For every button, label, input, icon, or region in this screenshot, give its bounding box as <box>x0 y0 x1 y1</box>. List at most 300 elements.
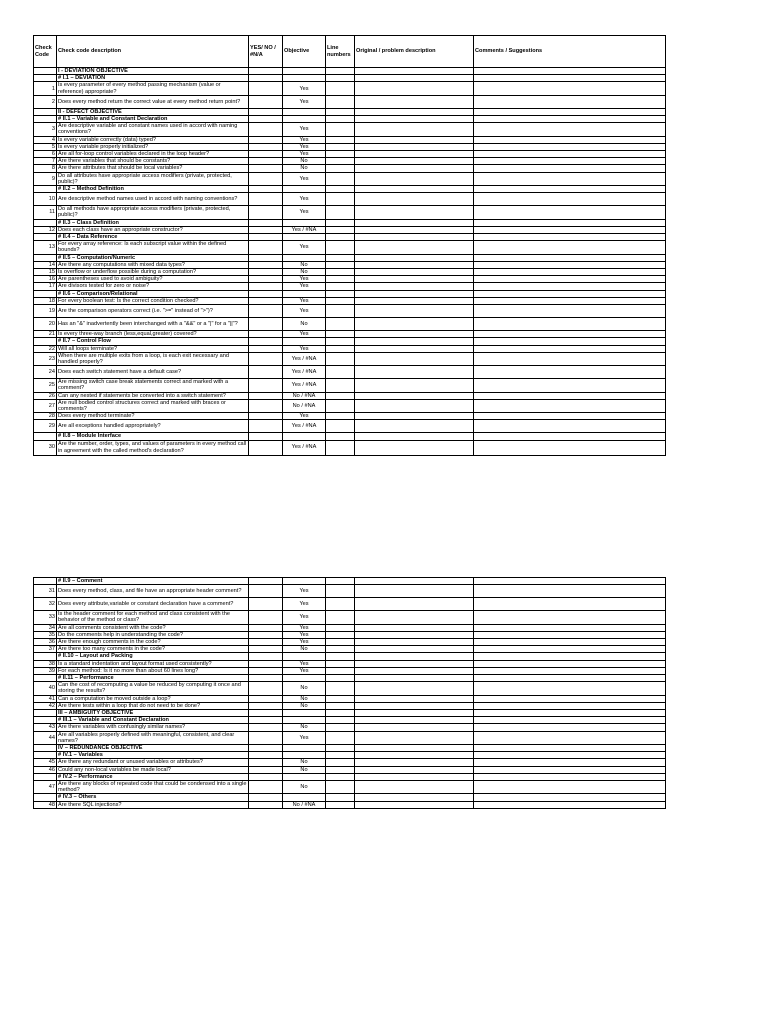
check-code: 32 <box>34 598 57 611</box>
check-code: 17 <box>34 283 57 290</box>
original-description-cell <box>355 646 474 653</box>
line-numbers-cell <box>326 95 355 108</box>
yes-no-cell <box>249 801 283 808</box>
original-description-cell <box>355 261 474 268</box>
checklist-row <box>34 305 666 318</box>
checklist-row <box>34 759 666 766</box>
yes-no-cell <box>249 75 283 82</box>
line-numbers-cell <box>326 345 355 352</box>
check-code: 20 <box>34 318 57 331</box>
yes-no-cell <box>249 352 283 365</box>
line-numbers-cell <box>326 75 355 82</box>
yes-no-cell <box>249 318 283 331</box>
original-description-cell <box>355 331 474 338</box>
checklist-row <box>34 366 666 379</box>
section-heading: # II.8 – Module Interface <box>57 433 249 440</box>
checklist-row <box>34 682 666 695</box>
objective-answer: Yes <box>283 172 326 185</box>
section-heading-row <box>34 290 666 297</box>
check-code: 3 <box>34 123 57 136</box>
checklist-row <box>34 165 666 172</box>
comments-cell <box>474 165 666 172</box>
section-heading: I - DEVIATION OBJECTIVE <box>57 68 249 75</box>
original-description-cell <box>355 352 474 365</box>
line-numbers-cell <box>326 702 355 709</box>
section-heading: # II.2 – Method Definition <box>57 186 249 193</box>
checklist-row <box>34 276 666 283</box>
check-code: 30 <box>34 440 57 455</box>
yes-no-cell <box>249 646 283 653</box>
check-code: 6 <box>34 151 57 158</box>
objective-answer: Yes <box>283 731 326 744</box>
comments-cell <box>474 702 666 709</box>
comments-cell <box>474 283 666 290</box>
section-heading-row <box>34 578 666 585</box>
line-numbers-cell <box>326 801 355 808</box>
checklist-row <box>34 639 666 646</box>
yes-no-cell <box>249 297 283 304</box>
objective-cell <box>283 254 326 261</box>
comments-cell <box>474 95 666 108</box>
checklist-row <box>34 241 666 254</box>
check-description: Are there too many comments in the code? <box>57 646 249 653</box>
original-description-cell <box>355 682 474 695</box>
checklist-row <box>34 420 666 433</box>
original-description-cell <box>355 399 474 412</box>
section-heading-row <box>34 116 666 123</box>
original-description-cell <box>355 724 474 731</box>
check-code: 48 <box>34 801 57 808</box>
check-code-cell <box>34 186 57 193</box>
comments-cell <box>474 695 666 702</box>
section-heading-row <box>34 710 666 717</box>
comments-cell <box>474 151 666 158</box>
checklist-row <box>34 801 666 808</box>
section-heading: IV – REDUNDANCE OBJECTIVE <box>57 745 249 752</box>
line-numbers-cell <box>326 675 355 682</box>
section-heading: III – AMBIGUITY OBJECTIVE <box>57 710 249 717</box>
yes-no-cell <box>249 345 283 352</box>
objective-answer: Yes <box>283 631 326 638</box>
check-description: Does every method, class, and file have an appropriate header comment? <box>57 585 249 598</box>
check-description: Are all exceptions handled appropriately? <box>57 420 249 433</box>
objective-answer: Yes <box>283 331 326 338</box>
comments-cell <box>474 186 666 193</box>
section-heading-row <box>34 675 666 682</box>
comments-cell <box>474 193 666 206</box>
yes-no-cell <box>249 653 283 660</box>
check-description: Are descriptive method names used in accord with naming conventions? <box>57 193 249 206</box>
line-numbers-cell <box>326 695 355 702</box>
check-code-cell <box>34 108 57 115</box>
check-code: 18 <box>34 297 57 304</box>
yes-no-cell <box>249 724 283 731</box>
checklist-row <box>34 660 666 667</box>
check-code-cell <box>34 578 57 585</box>
check-code: 10 <box>34 193 57 206</box>
comments-cell <box>474 226 666 233</box>
original-description-cell <box>355 290 474 297</box>
original-description-cell <box>355 82 474 95</box>
comments-cell <box>474 660 666 667</box>
original-description-cell <box>355 695 474 702</box>
yes-no-cell <box>249 143 283 150</box>
line-numbers-cell <box>326 283 355 290</box>
line-numbers-cell <box>326 766 355 773</box>
line-numbers-cell <box>326 759 355 766</box>
check-code: 24 <box>34 366 57 379</box>
line-numbers-cell <box>326 717 355 724</box>
line-numbers-cell <box>326 366 355 379</box>
objective-answer: No / #NA <box>283 392 326 399</box>
comments-cell <box>474 578 666 585</box>
yes-no-cell <box>249 241 283 254</box>
check-description: Are there any redundant or unused variables or attributes? <box>57 759 249 766</box>
check-description: Is every variable properly initialized? <box>57 143 249 150</box>
check-code: 19 <box>34 305 57 318</box>
section-heading-row <box>34 234 666 241</box>
objective-answer: Yes <box>283 660 326 667</box>
objective-answer: No <box>283 702 326 709</box>
check-code: 41 <box>34 695 57 702</box>
check-description: Are there tests within a loop that do not need to be done? <box>57 702 249 709</box>
comments-cell <box>474 724 666 731</box>
objective-answer: No <box>283 318 326 331</box>
objective-answer: Yes / #NA <box>283 379 326 392</box>
objective-cell <box>283 578 326 585</box>
section-heading-row <box>34 186 666 193</box>
checklist-row <box>34 297 666 304</box>
objective-answer: Yes <box>283 585 326 598</box>
comments-cell <box>474 639 666 646</box>
yes-no-cell <box>249 682 283 695</box>
original-description-cell <box>355 158 474 165</box>
comments-cell <box>474 206 666 219</box>
line-numbers-cell <box>326 206 355 219</box>
yes-no-cell <box>249 717 283 724</box>
section-heading-row <box>34 108 666 115</box>
objective-cell <box>283 710 326 717</box>
objective-cell <box>283 290 326 297</box>
section-heading: # II.11 – Performance <box>57 675 249 682</box>
yes-no-cell <box>249 420 283 433</box>
objective-cell <box>283 75 326 82</box>
check-code: 15 <box>34 269 57 276</box>
yes-no-cell <box>249 206 283 219</box>
line-numbers-cell <box>326 68 355 75</box>
section-heading-row <box>34 68 666 75</box>
yes-no-cell <box>249 254 283 261</box>
checklist-body-page-1 <box>34 68 666 456</box>
line-numbers-cell <box>326 399 355 412</box>
header-description: Check code description <box>57 36 249 68</box>
comments-cell <box>474 646 666 653</box>
section-heading-row <box>34 773 666 780</box>
objective-answer: Yes <box>283 413 326 420</box>
comments-cell <box>474 366 666 379</box>
check-description: Are there variables with confusingly similar names? <box>57 724 249 731</box>
objective-answer: Yes <box>283 143 326 150</box>
check-code: 5 <box>34 143 57 150</box>
comments-cell <box>474 440 666 455</box>
yes-no-cell <box>249 261 283 268</box>
line-numbers-cell <box>326 631 355 638</box>
yes-no-cell <box>249 766 283 773</box>
objective-cell <box>283 186 326 193</box>
original-description-cell <box>355 440 474 455</box>
check-description: Does each switch statement have a default case? <box>57 366 249 379</box>
checklist-row <box>34 136 666 143</box>
original-description-cell <box>355 234 474 241</box>
original-description-cell <box>355 143 474 150</box>
section-heading: # II.1 – Variable and Constant Declaration <box>57 116 249 123</box>
checklist-row <box>34 158 666 165</box>
check-code: 33 <box>34 611 57 624</box>
check-code: 27 <box>34 399 57 412</box>
section-heading: # II.5 – Computation/Numeric <box>57 254 249 261</box>
original-description-cell <box>355 366 474 379</box>
comments-cell <box>474 731 666 744</box>
comments-cell <box>474 261 666 268</box>
comments-cell <box>474 276 666 283</box>
line-numbers-cell <box>326 82 355 95</box>
checklist-row <box>34 392 666 399</box>
check-description: Does every method return the correct value at every method return point? <box>57 95 249 108</box>
comments-cell <box>474 413 666 420</box>
line-numbers-cell <box>326 660 355 667</box>
objective-cell <box>283 717 326 724</box>
objective-answer: Yes <box>283 345 326 352</box>
check-description: Are there enough comments in the code? <box>57 639 249 646</box>
line-numbers-cell <box>326 108 355 115</box>
check-description: Can a computation be moved outside a loop? <box>57 695 249 702</box>
yes-no-cell <box>249 611 283 624</box>
section-heading: II - DEFECT OBJECTIVE <box>57 108 249 115</box>
original-description-cell <box>355 116 474 123</box>
line-numbers-cell <box>326 165 355 172</box>
comments-cell <box>474 241 666 254</box>
check-description: Are all for-loop control variables declared in the loop header? <box>57 151 249 158</box>
objective-answer: Yes <box>283 283 326 290</box>
check-description: Is the header comment for each method and class consistent with the behavior of the method or class? <box>57 611 249 624</box>
objective-answer: Yes <box>283 136 326 143</box>
comments-cell <box>474 219 666 226</box>
yes-no-cell <box>249 731 283 744</box>
yes-no-cell <box>249 136 283 143</box>
check-description: Are there variables that should be constants? <box>57 158 249 165</box>
comments-cell <box>474 611 666 624</box>
check-description: Are all variables properly defined with meaningful, consistent, and clear names? <box>57 731 249 744</box>
yes-no-cell <box>249 399 283 412</box>
comments-cell <box>474 653 666 660</box>
check-description: Are there attributes that should be local variables? <box>57 165 249 172</box>
yes-no-cell <box>249 598 283 611</box>
original-description-cell <box>355 95 474 108</box>
original-description-cell <box>355 710 474 717</box>
original-description-cell <box>355 379 474 392</box>
header-check-code: Check Code <box>34 36 57 68</box>
checklist-row <box>34 283 666 290</box>
objective-cell <box>283 234 326 241</box>
line-numbers-cell <box>326 440 355 455</box>
section-heading-row <box>34 752 666 759</box>
checklist-row <box>34 318 666 331</box>
check-description: For every boolean test: Is the correct condition checked? <box>57 297 249 304</box>
section-heading: # II.9 – Comment <box>57 578 249 585</box>
yes-no-cell <box>249 331 283 338</box>
check-code-cell <box>34 653 57 660</box>
original-description-cell <box>355 297 474 304</box>
line-numbers-cell <box>326 682 355 695</box>
original-description-cell <box>355 413 474 420</box>
checklist-row <box>34 399 666 412</box>
line-numbers-cell <box>326 193 355 206</box>
yes-no-cell <box>249 745 283 752</box>
comments-cell <box>474 759 666 766</box>
line-numbers-cell <box>326 420 355 433</box>
objective-cell <box>283 116 326 123</box>
line-numbers-cell <box>326 752 355 759</box>
check-code: 23 <box>34 352 57 365</box>
comments-cell <box>474 75 666 82</box>
line-numbers-cell <box>326 578 355 585</box>
line-numbers-cell <box>326 413 355 420</box>
check-code: 13 <box>34 241 57 254</box>
comments-cell <box>474 345 666 352</box>
objective-answer: Yes / #NA <box>283 420 326 433</box>
check-code: 4 <box>34 136 57 143</box>
section-heading-row <box>34 653 666 660</box>
check-code: 9 <box>34 172 57 185</box>
comments-cell <box>474 631 666 638</box>
objective-answer: No <box>283 781 326 794</box>
check-code: 22 <box>34 345 57 352</box>
original-description-cell <box>355 578 474 585</box>
original-description-cell <box>355 745 474 752</box>
comments-cell <box>474 766 666 773</box>
header-yes-no: YES/ NO / #N/A <box>249 36 283 68</box>
check-description: Are null bodied control structures correct and marked with braces or comments? <box>57 399 249 412</box>
check-description: Are the number, order, types, and values of parameters in every method call in agreement with the called method's declaration? <box>57 440 249 455</box>
comments-cell <box>474 123 666 136</box>
original-description-cell <box>355 75 474 82</box>
yes-no-cell <box>249 276 283 283</box>
check-description: Is every parameter of every method passing mechanism (value or reference) appropriate? <box>57 82 249 95</box>
check-code: 36 <box>34 639 57 646</box>
check-description: Does every attribute,variable or constant declaration have a comment? <box>57 598 249 611</box>
comments-cell <box>474 68 666 75</box>
objective-answer: No <box>283 269 326 276</box>
check-code-cell <box>34 794 57 801</box>
check-code-cell <box>34 68 57 75</box>
objective-answer: Yes <box>283 241 326 254</box>
yes-no-cell <box>249 283 283 290</box>
objective-answer: Yes <box>283 206 326 219</box>
section-heading: # II.10 – Layout and Packing <box>57 653 249 660</box>
original-description-cell <box>355 781 474 794</box>
yes-no-cell <box>249 151 283 158</box>
yes-no-cell <box>249 624 283 631</box>
yes-no-cell <box>249 82 283 95</box>
original-description-cell <box>355 186 474 193</box>
original-description-cell <box>355 420 474 433</box>
check-code: 14 <box>34 261 57 268</box>
objective-answer: Yes / #NA <box>283 440 326 455</box>
check-description: Does each class have an appropriate constructor? <box>57 226 249 233</box>
objective-answer: Yes / #NA <box>283 226 326 233</box>
checklist-row <box>34 123 666 136</box>
yes-no-cell <box>249 165 283 172</box>
line-numbers-cell <box>326 143 355 150</box>
original-description-cell <box>355 624 474 631</box>
comments-cell <box>474 331 666 338</box>
yes-no-cell <box>249 366 283 379</box>
objective-answer: Yes <box>283 624 326 631</box>
header-original: Original / problem description <box>355 36 474 68</box>
section-heading-row <box>34 219 666 226</box>
check-code-cell <box>34 116 57 123</box>
check-description: Will all loops terminate? <box>57 345 249 352</box>
yes-no-cell <box>249 675 283 682</box>
section-heading-row <box>34 433 666 440</box>
check-code-cell <box>34 710 57 717</box>
objective-cell <box>283 773 326 780</box>
check-description: Do the comments help in understanding the code? <box>57 631 249 638</box>
checklist-row <box>34 95 666 108</box>
original-description-cell <box>355 108 474 115</box>
check-description: Are the comparison operators correct (i.e. ">=" instead of ">")? <box>57 305 249 318</box>
comments-cell <box>474 801 666 808</box>
yes-no-cell <box>249 172 283 185</box>
check-code: 16 <box>34 276 57 283</box>
check-code: 37 <box>34 646 57 653</box>
objective-answer: No <box>283 724 326 731</box>
yes-no-cell <box>249 226 283 233</box>
original-description-cell <box>355 675 474 682</box>
check-description: Does every method terminate? <box>57 413 249 420</box>
comments-cell <box>474 290 666 297</box>
original-description-cell <box>355 752 474 759</box>
comments-cell <box>474 143 666 150</box>
check-code-cell <box>34 773 57 780</box>
comments-cell <box>474 667 666 674</box>
comments-cell <box>474 352 666 365</box>
section-heading-row <box>34 75 666 82</box>
checklist-row <box>34 269 666 276</box>
original-description-cell <box>355 219 474 226</box>
check-description: Is overflow or underflow possible during a computation? <box>57 269 249 276</box>
comments-cell <box>474 116 666 123</box>
line-numbers-cell <box>326 773 355 780</box>
checklist-row <box>34 345 666 352</box>
checklist-row <box>34 624 666 631</box>
yes-no-cell <box>249 773 283 780</box>
objective-answer: Yes <box>283 667 326 674</box>
line-numbers-cell <box>326 158 355 165</box>
original-description-cell <box>355 611 474 624</box>
checklist-row <box>34 143 666 150</box>
original-description-cell <box>355 193 474 206</box>
check-code: 29 <box>34 420 57 433</box>
objective-answer: No <box>283 165 326 172</box>
original-description-cell <box>355 653 474 660</box>
checklist-row <box>34 611 666 624</box>
objective-answer: No <box>283 646 326 653</box>
objective-answer: No <box>283 261 326 268</box>
check-code: 44 <box>34 731 57 744</box>
comments-cell <box>474 624 666 631</box>
checklist-row <box>34 598 666 611</box>
